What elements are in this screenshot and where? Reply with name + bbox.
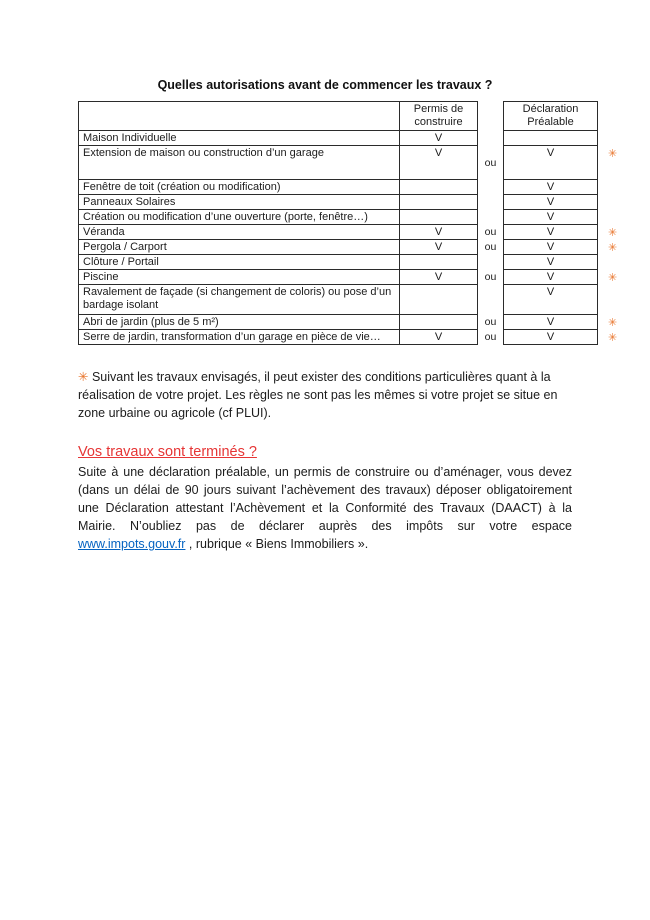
impots-gouv-link[interactable]: www.impots.gouv.fr	[78, 537, 186, 551]
declaration-check: V	[503, 195, 598, 210]
row-asterisk: ✳	[608, 317, 618, 329]
permis-check: V	[400, 240, 478, 255]
or-label: ou	[484, 226, 497, 238]
permis-check: V	[400, 330, 478, 345]
declaration-check: V	[503, 330, 598, 345]
work-type-label: Véranda	[78, 225, 400, 240]
work-type-label: Abri de jardin (plus de 5 m²)	[78, 315, 400, 330]
permis-check: V	[400, 225, 478, 240]
row-asterisk	[598, 255, 628, 270]
paragraph-text-after-link: , rubrique « Biens Immobiliers ».	[185, 537, 369, 551]
row-asterisk	[598, 285, 628, 315]
work-type-label: Serre de jardin, transformation d’un garage en pièce de vie…	[78, 330, 400, 345]
declaration-check: V	[503, 270, 598, 285]
table-row	[78, 225, 630, 240]
table-row	[78, 315, 630, 330]
table-row	[78, 195, 630, 210]
or-gap	[478, 101, 503, 131]
declaration-check: V	[503, 225, 598, 240]
works-finished-section	[78, 444, 572, 553]
table-row	[78, 210, 630, 225]
row-asterisk: ✳	[608, 272, 618, 284]
table-row	[78, 146, 630, 180]
work-type-header-cell	[78, 101, 400, 131]
work-type-label: Maison Individuelle	[78, 131, 400, 146]
works-finished-paragraph	[78, 463, 572, 553]
or-label: ou	[484, 331, 497, 343]
row-asterisk	[598, 180, 628, 195]
table-header-row	[78, 101, 630, 131]
work-type-label: Clôture / Portail	[78, 255, 400, 270]
permis-check	[400, 210, 478, 225]
or-label	[478, 285, 503, 315]
or-label	[478, 255, 503, 270]
permis-check	[400, 195, 478, 210]
margin-column	[598, 101, 628, 131]
document-page	[78, 78, 630, 553]
row-asterisk: ✳	[608, 332, 618, 344]
or-label	[478, 131, 503, 146]
permis-check	[400, 315, 478, 330]
or-label: ou	[484, 271, 497, 283]
or-label	[478, 180, 503, 195]
or-label	[478, 195, 503, 210]
row-asterisk: ✳	[608, 242, 618, 254]
paragraph-text-before-link: Suite à une déclaration préalable, un permis de construire ou d’aménager, vous devez (dans un délai de 90 jours suivant l’achèvement des travaux) déposer obligatoirement une Déclaration attestant l’Achèvement et la Conformité des Travaux (DAACT) à la Mairie. N’oubliez pas de déclarer auprès des impôts sur votre espace	[78, 465, 572, 533]
page-title: Quelles autorisations avant de commencer les travaux ?	[157, 78, 493, 92]
row-asterisk	[598, 210, 628, 225]
or-label: ou	[484, 156, 497, 169]
permis-check: V	[400, 270, 478, 285]
table-row	[78, 131, 630, 146]
table-row	[78, 270, 630, 285]
authorization-table	[78, 101, 630, 345]
work-type-label: Ravalement de façade (si changement de coloris) ou pose d’un bardage isolant	[78, 285, 400, 315]
declaration-check	[503, 131, 598, 146]
table-row	[78, 285, 630, 315]
conditions-note	[78, 368, 572, 422]
permis-check	[400, 285, 478, 315]
work-type-label: Extension de maison ou construction d’un garage	[78, 146, 400, 180]
work-type-label: Pergola / Carport	[78, 240, 400, 255]
note-text: Suivant les travaux envisagés, il peut exister des conditions particulières quant à la réalisation de votre projet. Les règles ne sont pas les mêmes si votre projet se situe en zone urbaine ou agricole (cf PLUI).	[78, 370, 558, 420]
permis-check	[400, 180, 478, 195]
declaration-check: V	[503, 146, 598, 180]
row-asterisk: ✳	[608, 227, 618, 239]
declaration-check: V	[503, 210, 598, 225]
row-asterisk	[598, 195, 628, 210]
note-asterisk-icon: ✳	[78, 370, 89, 384]
table-row	[78, 255, 630, 270]
permis-check: V	[400, 146, 478, 180]
works-finished-heading: Vos travaux sont terminés ?	[78, 444, 257, 460]
or-label: ou	[484, 316, 497, 328]
declaration-check: V	[503, 315, 598, 330]
table-row	[78, 180, 630, 195]
declaration-check: V	[503, 180, 598, 195]
permis-check: V	[400, 131, 478, 146]
work-type-label: Création ou modification d’une ouverture (porte, fenêtre…)	[78, 210, 400, 225]
permis-column-header: Permis de construire	[400, 101, 478, 131]
or-label: ou	[484, 241, 497, 253]
table-row	[78, 240, 630, 255]
table-row	[78, 330, 630, 345]
declaration-column-header: Déclaration Préalable	[503, 101, 598, 131]
work-type-label: Panneaux Solaires	[78, 195, 400, 210]
row-asterisk	[598, 131, 628, 146]
declaration-check: V	[503, 240, 598, 255]
declaration-check: V	[503, 255, 598, 270]
or-label	[478, 210, 503, 225]
work-type-label: Piscine	[78, 270, 400, 285]
work-type-label: Fenêtre de toit (création ou modification)	[78, 180, 400, 195]
row-asterisk: ✳	[608, 148, 618, 160]
permis-check	[400, 255, 478, 270]
declaration-check: V	[503, 285, 598, 315]
